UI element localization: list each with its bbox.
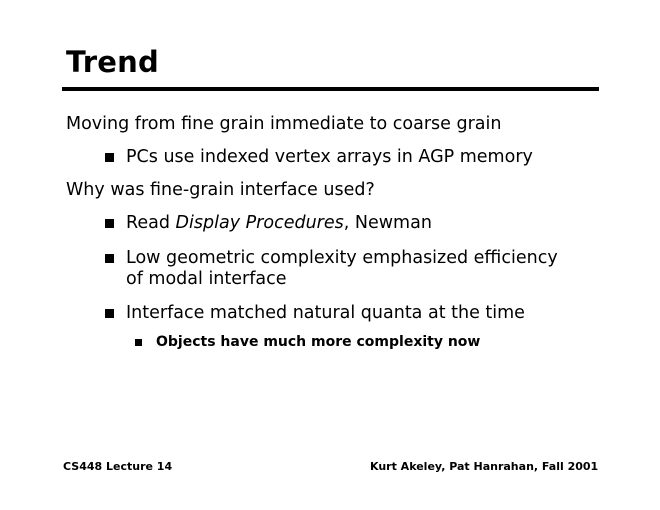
- read-prefix: Read: [126, 213, 176, 233]
- square-bullet-icon: [105, 254, 114, 263]
- footer-right: Kurt Akeley, Pat Hanrahan, Fall 2001: [370, 460, 599, 473]
- footer-left: CS448 Lecture 14: [63, 460, 173, 473]
- bullet-level1-moving: Moving from fine grain immediate to coarse grain: [66, 114, 502, 134]
- book-title: Display Procedures: [175, 213, 344, 233]
- read-suffix: , Newman: [343, 213, 432, 233]
- slide-title: Trend: [66, 45, 159, 79]
- bullet-level2-low-geometric-line1: Low geometric complexity emphasized efficiency: [126, 248, 558, 268]
- square-bullet-icon: [105, 309, 114, 318]
- bullet-level2-low-geometric-line2: of modal interface: [126, 269, 287, 289]
- square-bullet-icon: [105, 219, 114, 228]
- bullet-level2-read: [126, 212, 432, 234]
- bullet-level2-interface: Interface matched natural quanta at the time: [126, 303, 525, 323]
- bullet-level3-objects: Objects have much more complexity now: [156, 334, 481, 350]
- title-underline: [62, 87, 599, 91]
- square-bullet-icon: [135, 339, 142, 346]
- square-bullet-icon: [105, 153, 114, 162]
- bullet-level1-why: Why was fine-grain interface used?: [66, 180, 375, 200]
- bullet-level2-pcs: PCs use indexed vertex arrays in AGP memory: [126, 147, 533, 167]
